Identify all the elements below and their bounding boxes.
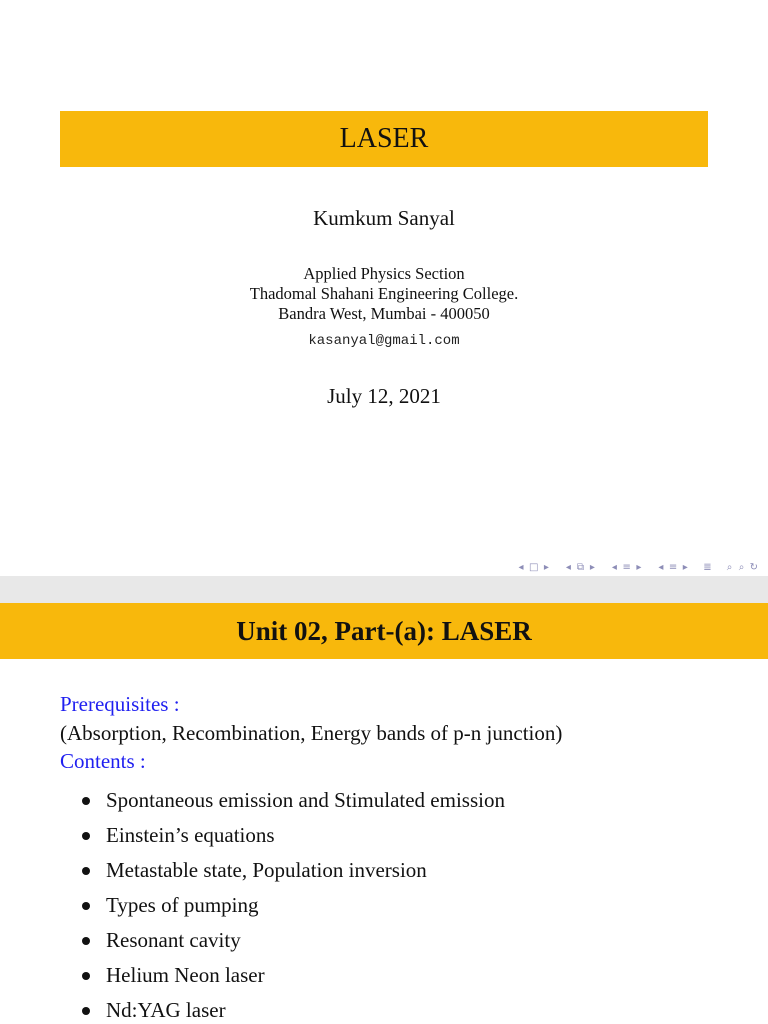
contents-label: Contents : xyxy=(60,749,146,773)
nav-left-arrow-icon[interactable]: ◂ xyxy=(518,562,524,573)
slide-frame-icon[interactable]: □ xyxy=(528,562,539,573)
bullet-icon xyxy=(82,902,90,910)
section-frame-icon[interactable]: ⧉ xyxy=(576,562,584,573)
document-icon[interactable]: ≣ xyxy=(703,562,712,573)
presentation-date: July 12, 2021 xyxy=(327,384,441,408)
nav-right-arrow-icon[interactable]: ▸ xyxy=(682,562,688,573)
bullet-icon xyxy=(82,1007,90,1015)
prerequisites-text: (Absorption, Recombination, Energy bands of p-n junction) xyxy=(60,721,563,745)
contents-item-text: Nd:YAG laser xyxy=(106,998,226,1022)
list-item xyxy=(79,888,505,923)
nav-right-arrow-icon[interactable]: ▸ xyxy=(589,562,595,573)
frame-title: Unit 02, Part-(a): LASER xyxy=(236,615,532,646)
contents-item-text: Helium Neon laser xyxy=(106,963,265,987)
list-item xyxy=(79,923,505,958)
search-icon[interactable]: ⌕ xyxy=(726,562,733,573)
title-bar xyxy=(60,111,708,167)
author-email: kasanyal@gmail.com xyxy=(308,333,460,349)
nav-left-arrow-icon[interactable]: ◂ xyxy=(611,562,617,573)
contents-item-text: Spontaneous emission and Stimulated emission xyxy=(106,788,505,812)
institute-line-1: Applied Physics Section xyxy=(303,264,465,283)
reload-icon[interactable]: ↻ xyxy=(749,562,758,573)
nav-right-arrow-icon[interactable]: ▸ xyxy=(636,562,642,573)
list-item xyxy=(79,818,505,853)
list-item xyxy=(79,783,505,818)
contents-item-text: Resonant cavity xyxy=(106,928,241,952)
contents-item-text: Types of pumping xyxy=(106,893,259,917)
slide-divider xyxy=(0,576,768,603)
institute-line-2: Thadomal Shahani Engineering College. xyxy=(249,284,519,303)
contents-item-text: Metastable state, Population inversion xyxy=(106,858,427,882)
subsection-icon[interactable]: ≡ xyxy=(668,562,678,573)
author-name: Kumkum Sanyal xyxy=(313,206,455,230)
list-item xyxy=(79,958,505,993)
nav-left-arrow-icon[interactable]: ◂ xyxy=(565,562,571,573)
bullet-icon xyxy=(82,867,90,875)
document-navigation-group xyxy=(703,562,711,574)
institute-block xyxy=(0,264,768,324)
section-navigation-group xyxy=(564,562,596,574)
contents-item-text: Einstein’s equations xyxy=(106,823,275,847)
subsection-navigation-group xyxy=(610,562,642,574)
bullet-icon xyxy=(82,797,90,805)
frame-title-bar xyxy=(0,603,768,659)
bullet-icon xyxy=(82,972,90,980)
nav-left-arrow-icon[interactable]: ◂ xyxy=(658,562,664,573)
presentation-title: LASER xyxy=(339,123,429,154)
list-item xyxy=(79,853,505,888)
list-item xyxy=(79,993,505,1024)
subsection-navigation-group-2 xyxy=(657,562,689,574)
zoom-icon[interactable]: ⌕ xyxy=(738,562,745,573)
bullet-icon xyxy=(82,832,90,840)
nav-right-arrow-icon[interactable]: ▸ xyxy=(543,562,549,573)
prerequisites-label: Prerequisites : xyxy=(60,692,180,716)
contents-list xyxy=(79,783,505,1024)
institute-line-3: Bandra West, Mumbai - 400050 xyxy=(278,304,490,323)
contents-slide xyxy=(0,603,768,1024)
beamer-navigation-bar xyxy=(517,560,758,576)
viewer-tools-group xyxy=(726,562,758,574)
bullet-icon xyxy=(82,937,90,945)
slide-navigation-group xyxy=(517,562,550,574)
subsection-icon[interactable]: ≡ xyxy=(622,562,631,573)
